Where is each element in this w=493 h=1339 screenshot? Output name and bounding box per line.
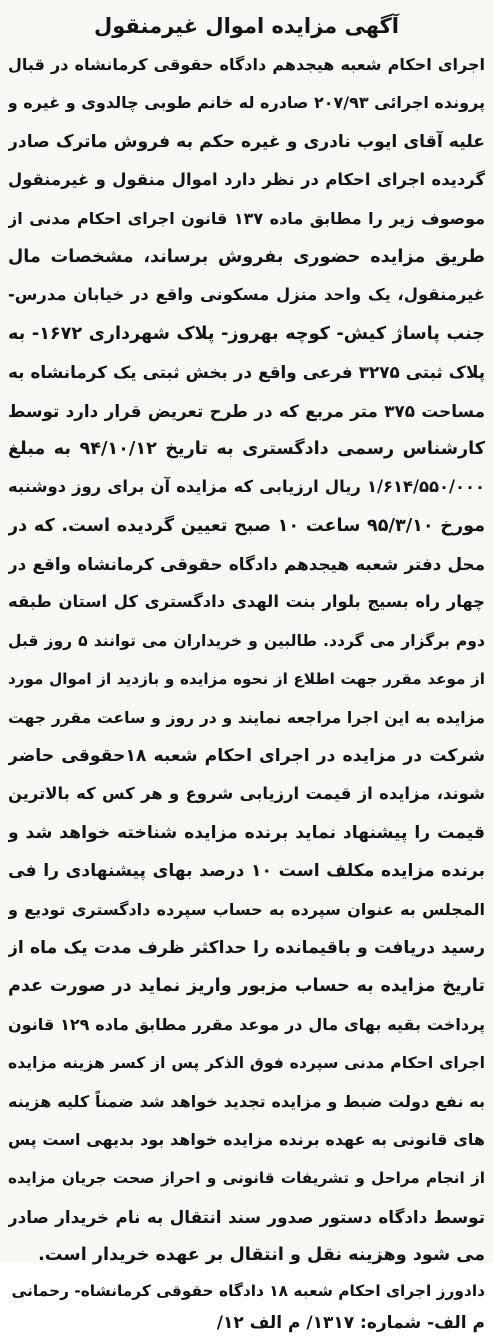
body-line-23: المجلس به عنوان سپرده به حساب سپرده دادگستری تودیع و bbox=[8, 899, 485, 919]
body-line-12: ۱/۶۱۴/۵۵۰/۰۰۰ ریال ارزیابی که مزایده آن برای روز دوشنبه bbox=[8, 477, 485, 497]
body-line-25: تاریخ مزایده به حساب مزبور واریز نماید در صورت عدم bbox=[8, 976, 485, 997]
body-line-9: پلاک ثبتی ۳۲۷۵ فرعی واقع در بخش ثبتی یک کرمانشاه به bbox=[8, 362, 485, 383]
body-line-28: به نفع دولت ضبط و مزایده تجدید خواهد شد ضمناً کلیه هزینه bbox=[8, 1091, 485, 1111]
body-line-26: پرداخت بقیه بهای مال در موعد مقرر مطابق ماده ۱۲۹ قانون bbox=[8, 1014, 485, 1034]
body-line-7: غیرمنقول، یک واحد منزل مسکونی واقع در خیابان مدرس- bbox=[8, 285, 485, 305]
body-line-14: محل دفتر شعبه هیجدهم دادگاه حقوقی کرمانشاه واقع در bbox=[8, 554, 485, 575]
body-line-22: برنده مزایده مکلف است ۱۰ درصد بهای پیشنهادی را فی bbox=[8, 861, 485, 882]
body-line-15: چهار راه بسیج بلوار بنت الهدی دادگستری کل استان طبقه bbox=[8, 592, 485, 612]
body-line-11: کارشناس رسمی دادگستری به تاریخ ۹۴/۱۰/۱۲ به مبلغ bbox=[8, 438, 485, 459]
body-line-30: از انجام مراحل و تشریفات قانونی و احراز صحت جریان مزایده bbox=[8, 1169, 485, 1188]
body-line-3: علیه آقای ایوب نادری و غیره حکم به فروش ماترک صادر bbox=[8, 131, 485, 152]
body-line-5: موصوف زیر را مطابق ماده ۱۳۷ قانون اجرای احکام مدنی از bbox=[8, 208, 485, 228]
notice-title: آگهی مزایده اموال غیرمنقول bbox=[94, 14, 399, 38]
body-line-24: رسید دریافت و باقیمانده را حداکثر ظرف مدت یک ماه از bbox=[8, 937, 485, 958]
body-line-8: جنب پاساژ کیش- کوچه بهروز- پلاک شهرداری ۱۶۷۲- به bbox=[8, 323, 485, 344]
body-line-29: های قانونی به عهده برنده مزایده خواهد بود بدیهی است پس bbox=[8, 1129, 485, 1149]
body-line-20: شوند، مزایده از قیمت ارزیابی شروع و هر کس که بالاترین bbox=[8, 784, 485, 804]
body-line-32: می شود وهزینه نقل و انتقال بر عهده خریدار است. bbox=[38, 1245, 485, 1266]
body-line-27: اجرای احکام مدنی سپرده فوق الذکر پس از کسر هزینه مزایده bbox=[8, 1054, 485, 1073]
signature-line: دادورز اجرای احکام شعبه ۱۸ دادگاه حقوقی کرمانشاه- رحمانی bbox=[11, 1281, 485, 1300]
body-line-1: اجرای احکام شعبه هیجدهم دادگاه حقوقی کرمانشاه در قبال bbox=[8, 55, 485, 74]
body-line-18: مزایده به این اجرا مراجعه نمایند و در روز و ساعت مقرر جهت bbox=[8, 708, 485, 727]
body-line-13: مورخ ۹۵/۳/۱۰ ساعت ۱۰ صبح تعیین گردیده است. که در bbox=[8, 515, 485, 536]
body-line-21: قیمت را پیشنهاد نماید برنده مزایده شناخته خواهد شد و bbox=[8, 822, 485, 843]
body-line-16: دوم برگزار می گردد. طالبین و خریداران می توانند ۵ روز قبل bbox=[8, 631, 485, 650]
body-line-17: از موعد مقرر جهت اطلاع از نحوه مزایده و بازدید از اموال مورد bbox=[8, 670, 485, 689]
body-line-19: شرکت در مزایده در اجرای احکام شعبه ۱۸حقوقی حاضر bbox=[8, 746, 485, 767]
body-line-2: پرونده اجرائی ۲۰۷/۹۳ صادره له خانم طوبی چالدوی و غیره و bbox=[8, 93, 485, 113]
body-line-31: توسط دادگاه دستور صدور سند انتقال به نام خریدار صادر bbox=[8, 1206, 485, 1227]
notice-body bbox=[8, 46, 485, 1275]
body-line-4: گردیده اجرای احکام در نظر دارد اموال منقول و غیرمنقول bbox=[8, 170, 485, 190]
body-line-6: طریق مزایده حضوری بفروش برساند، مشخصات مال bbox=[8, 246, 485, 267]
body-line-10: مساحت ۳۷۵ متر مربع که در طرح تعریض قرار دارد توسط bbox=[8, 400, 485, 421]
reference-number: م الف- شماره: ۱۳۱۷/ م الف ۱۲/ bbox=[216, 1312, 485, 1333]
